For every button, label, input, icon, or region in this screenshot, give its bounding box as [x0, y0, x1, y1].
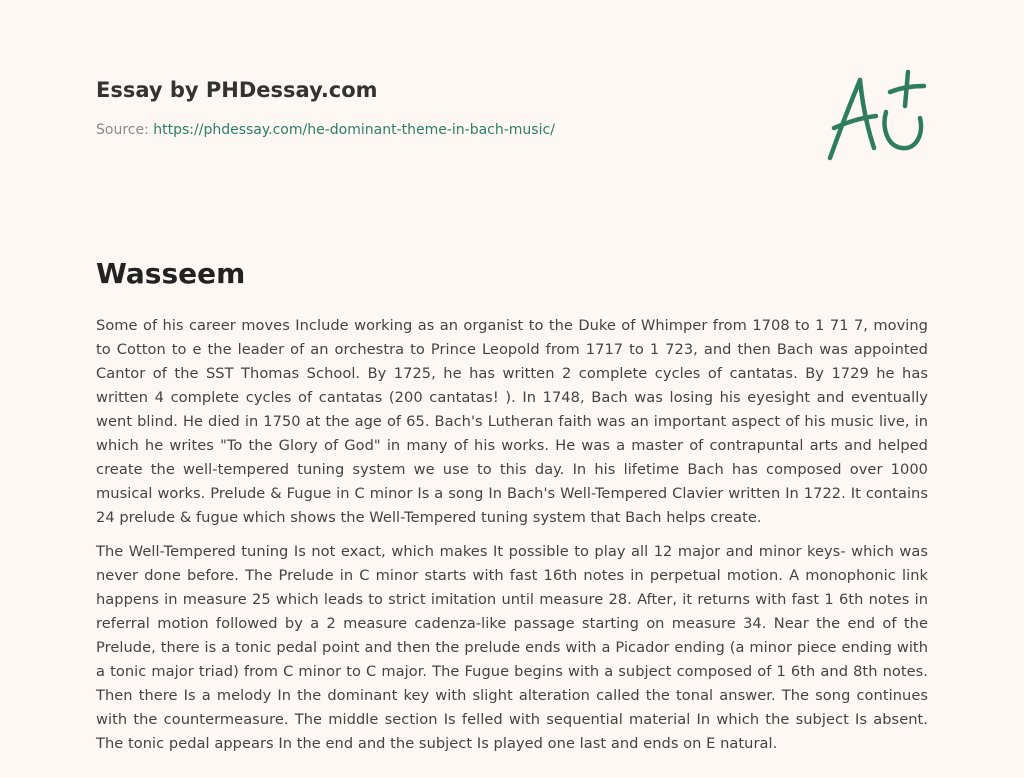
source-label: Source:	[96, 122, 154, 138]
a-plus-logo-icon	[824, 68, 928, 164]
essay-paragraph: The Well-Tempered tuning Is not exact, which makes It possible to play all 12 major and minor keys- which was never done before. The Prelude in C minor starts with fast 16th notes in perpetual motion. A monophonic link happens in measure 25 which leads to strict imitation until measure 28. After, it returns with fast 1 6th notes in referral motion followed by a 2 measure cadenza-like passage starting on measure 34. Near the end of the Prelude, there is a tonic pedal point and then the prelude ends with a Picador ending (a minor piece ending with a tonic major triad) from C minor to C major. The Fugue begins with a subject composed of 1 6th and 8th notes. Then there Is a melody In the dominant key with slight alteration called the tonal answer. The song continues with the countermeasure. The middle section Is felled with sequential material In which the subject Is absent. The tonic pedal appears In the end and the subject Is played one last and ends on E natural.	[96, 543, 928, 752]
a-plus-logo-svg	[824, 68, 928, 164]
source-line	[96, 120, 796, 140]
page-header	[96, 76, 796, 140]
essay-body	[96, 314, 928, 766]
source-link[interactable]: https://phdessay.com/he-dominant-theme-in-bach-music/	[153, 122, 555, 138]
essay-title: Wasseem	[96, 257, 246, 290]
essay-paragraph: Some of his career moves Include working as an organist to the Duke of Whimper from 1708 to 1 71 7, moving to Cotton to e the leader of an orchestra to Prince Leopold from 1717 to 1 723, and then Bach was appointed Cantor of the SST Thomas School. By 1725, he has written 2 complete cycles of cantatas. By 1729 he has written 4 complete cycles of cantatas (200 cantatas! ). In 1748, Bach was losing his eyesight and eventually went blind. He died in 1750 at the age of 65. Bach's Lutheran faith was an important aspect of his music live, in which he writes "To the Glory of God" in many of his works. He was a master of contrapuntal arts and helped create the well-tempered tuning system we use to this day. In his lifetime Bach has composed over 1000 musical works. Prelude & Fugue in C minor Is a song In Bach's Well-Tempered Clavier written In 1722. It contains 24 prelude & fugue which shows the Well-Tempered tuning system that Bach helps create.	[96, 317, 928, 526]
site-title: Essay by PHDessay.com	[96, 78, 378, 102]
